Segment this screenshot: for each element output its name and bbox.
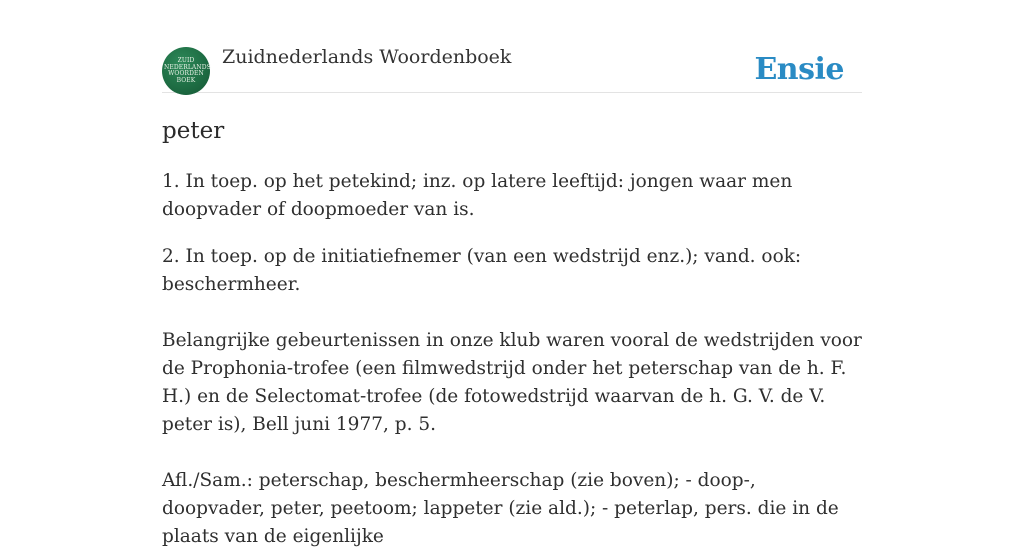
- entry-card: [162, 44, 862, 551]
- definition-2: 2. In toep. op de initiatiefnemer (van een wedstrijd enz.); vand. ook: beschermheer.: [162, 246, 802, 295]
- logo-text: ZUID NEDERLANDS WOORDEN BOEK: [164, 57, 211, 84]
- derivations-compounds: Afl./Sam.: peterschap, beschermheerschap (zie boven); - doop-, doopvader, peter, peetoom; lappeter (zie ald.); - peterlap, pers. die in de plaats van de eigenlijke: [162, 470, 839, 547]
- ensie-brand-logo[interactable]: Ensie: [754, 52, 844, 87]
- site-name[interactable]: Zuidnederlands Woordenboek: [222, 46, 512, 68]
- site-header: [162, 44, 862, 93]
- dictionary-logo[interactable]: [162, 47, 210, 95]
- headword: peter: [162, 118, 225, 144]
- example-quote: Belangrijke gebeurtenissen in onze klub waren vooral de wedstrijden voor de Prophonia-trofee (een filmwedstrijd onder het peterschap van de h. F. H.) en de Selectomat-trofee (de fotowedstrijd waarvan de h. G. V. de V. peter is), Bell juni 1977, p. 5.: [162, 330, 862, 435]
- definition-1: 1. In toep. op het petekind; inz. op latere leeftijd: jongen waar men doopvader of doopmoeder van is.: [162, 171, 793, 220]
